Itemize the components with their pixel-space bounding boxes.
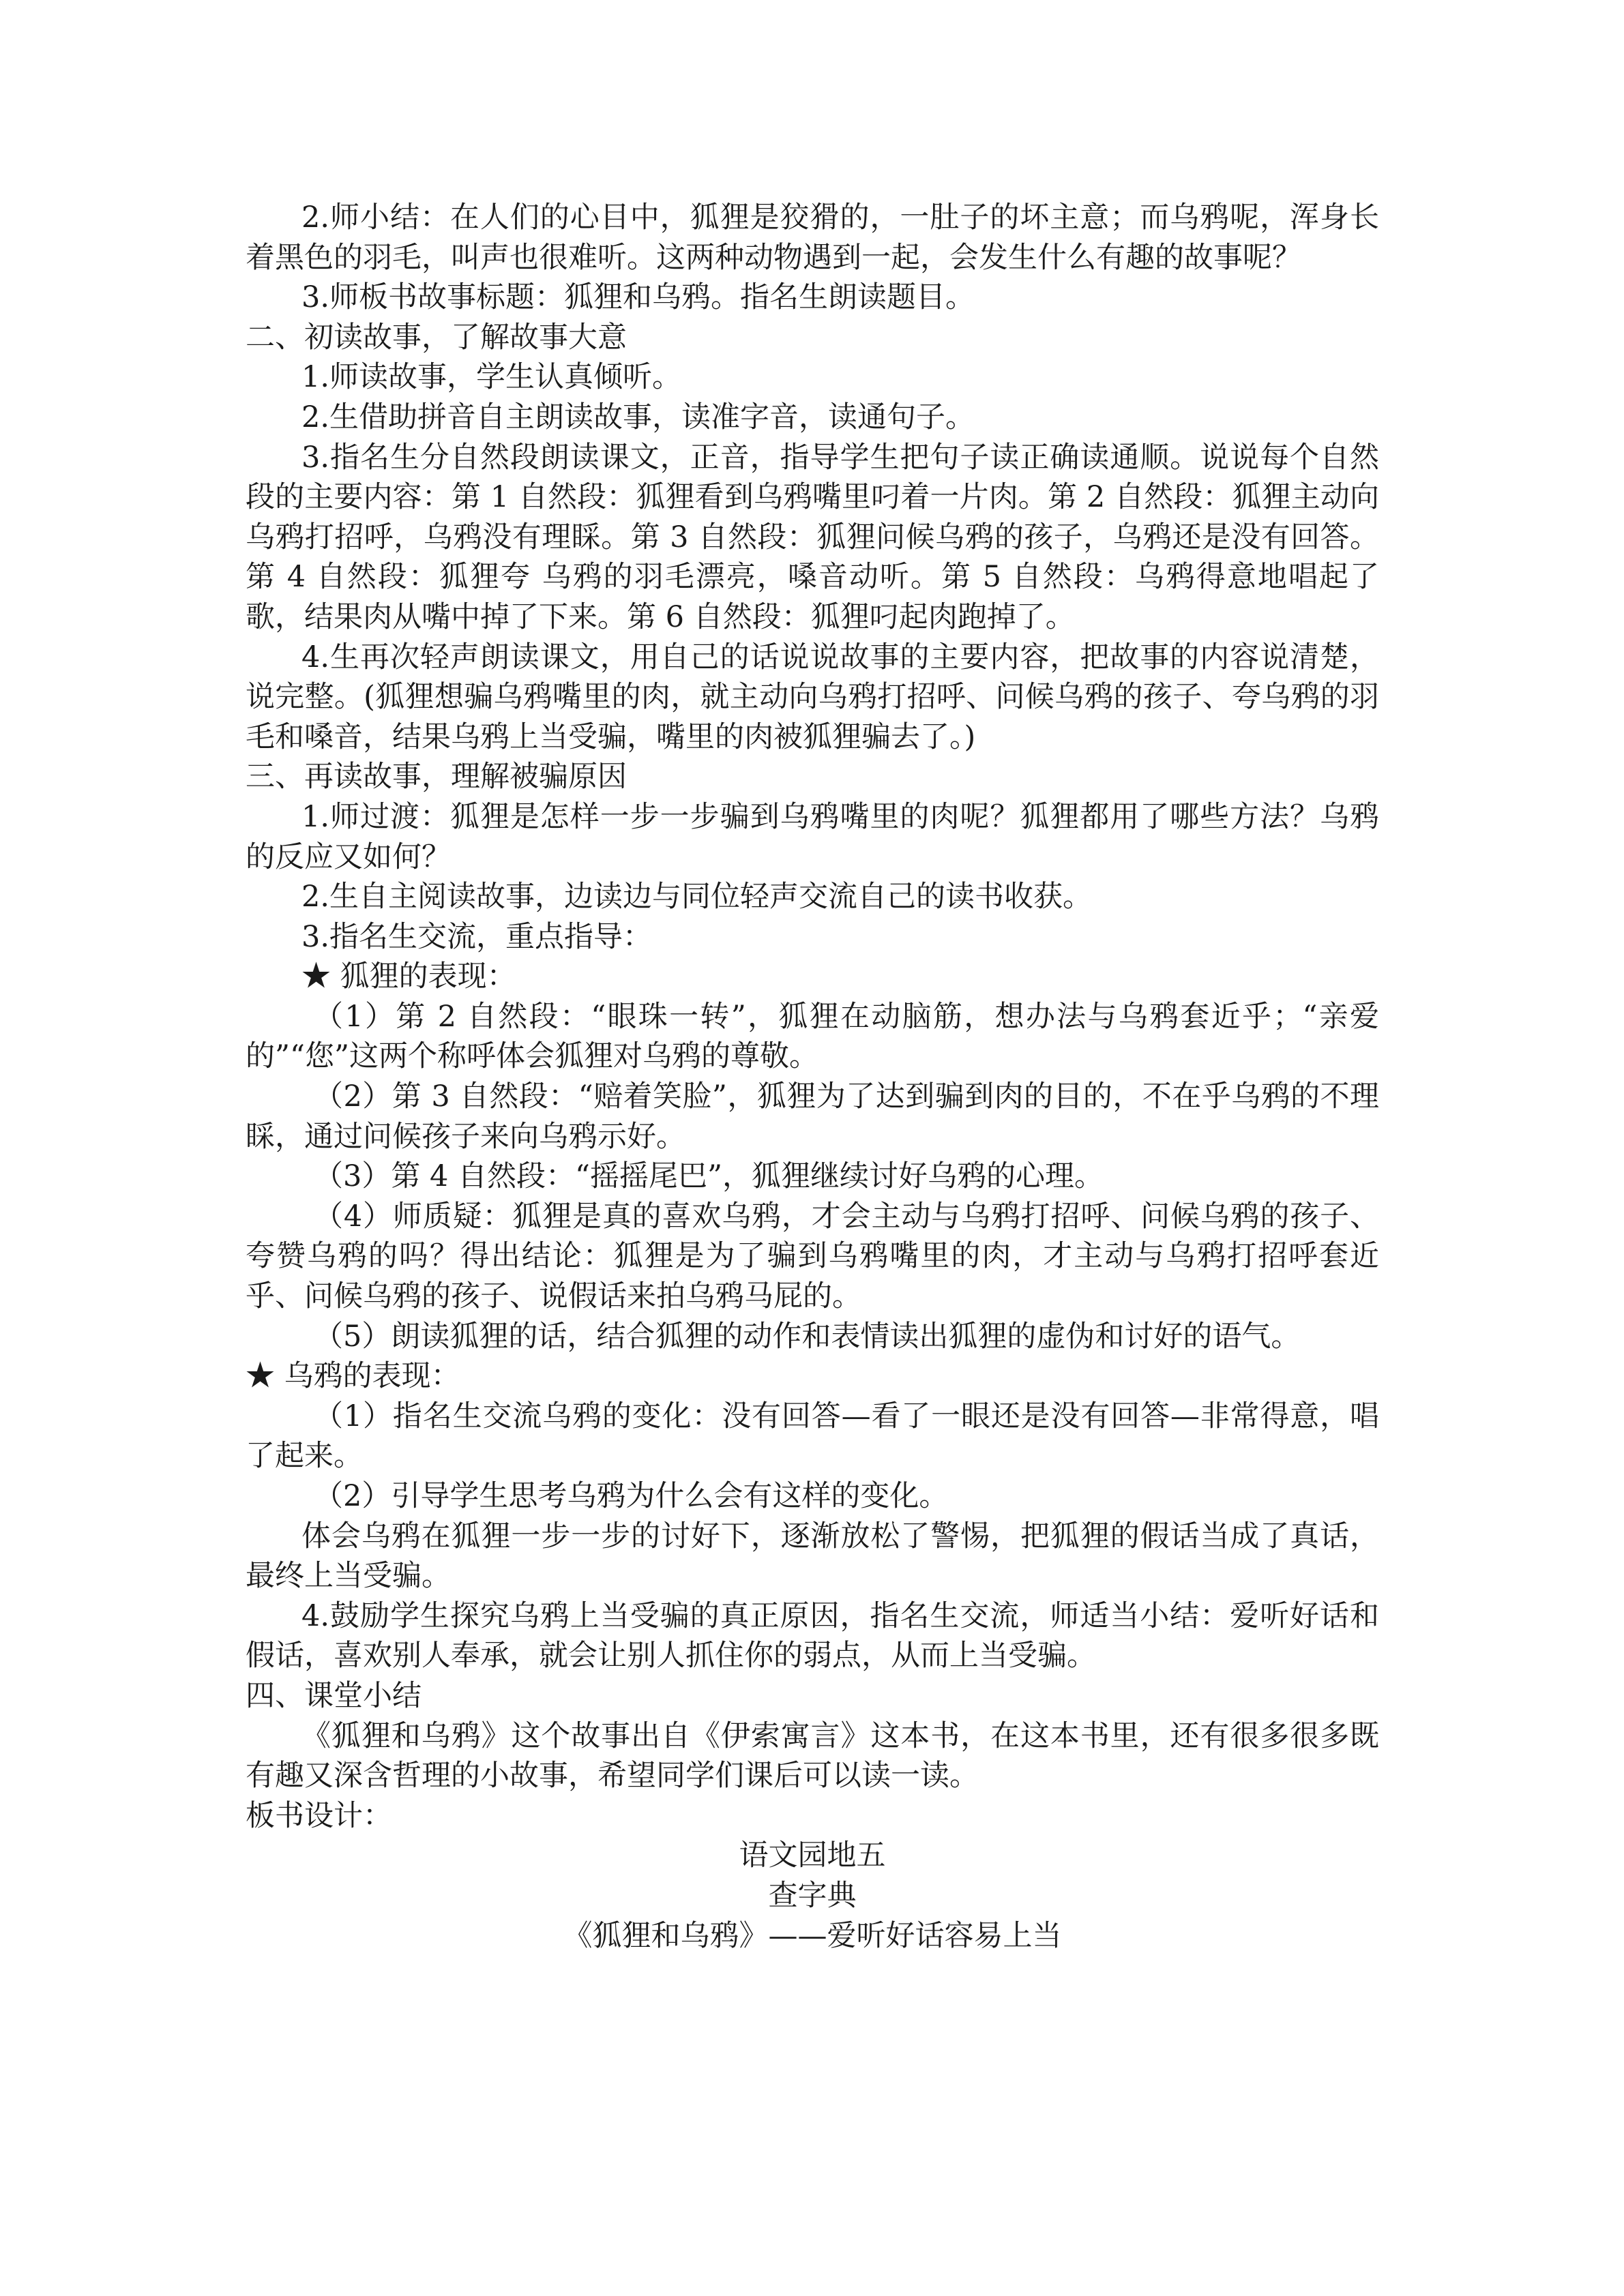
section-heading-2: 二、初读故事，了解故事大意 [246,320,627,355]
list-item-fox-5: （5）朗读狐狸的话，结合狐狸的动作和表情读出狐狸的虚伪和讨好的语气。 [314,1319,1301,1354]
list-item-fox-2: （2）第 3 自然段：“赔着笑脸”，狐狸为了达到骗到肉的目的，不在乎乌鸦的不理睬，通过问候孩子来向乌鸦示好。 [246,1079,1379,1154]
section-heading-3: 三、再读故事，理解被骗原因 [246,760,627,794]
paragraph-teacher-reads: 1.师读故事，学生认真倾听。 [301,360,682,395]
paragraph-teacher-summary: 2.师小结：在人们的心目中，狐狸是狡猾的，一肚子的坏主意；而乌鸦呢，浑身长着黑色的羽毛，叫声也很难听。这两种动物遇到一起，会发生什么有趣的故事呢？ [246,200,1379,275]
list-item-fox-4: （4）师质疑：狐狸是真的喜欢乌鸦，才会主动与乌鸦打招呼、问候乌鸦的孩子、夸赞乌鸦的吗？得出结论：狐狸是为了骗到乌鸦嘴里的肉，才主动与乌鸦打招呼套近乎、问候乌鸦的孩子、说假话来拍乌鸦马屁的。 [246,1199,1379,1314]
board-design [246,1836,1379,1956]
paragraph-retell: 4.生再次轻声朗读课文，用自己的话说说故事的主要内容，把故事的内容说清楚，说完整。(狐狸想骗乌鸦嘴里的肉，就主动向乌鸦打招呼、问候乌鸦的孩子、夸乌鸦的羽毛和嗓音，结果乌鸦上当受骗，嘴里的肉被狐狸骗去了。) [246,640,1379,754]
board-line-3: 《狐狸和乌鸦》——爱听好话容易上当 [563,1918,1062,1953]
paragraph-pinyin-reading: 2.生借助拼音自主朗读故事，读准字音，读通句子。 [301,400,975,434]
paragraph-guidance: 3.指名生交流，重点指导： [301,919,653,954]
list-item-crow-2: （2）引导学生思考乌鸦为什么会有这样的变化。 [314,1479,949,1513]
list-item-fox-1: （1）第 2 自然段：“眼珠一转”，狐狸在动脑筋，想办法与乌鸦套近乎；“亲爱的”“您”这两个称呼体会狐狸对乌鸦的尊敬。 [246,999,1379,1074]
paragraph-class-summary: 《狐狸和乌鸦》这个故事出自《伊索寓言》这本书，在这本书里，还有很多很多既有趣又深含哲理的小故事，希望同学们课后可以读一读。 [246,1718,1379,1793]
paragraph-paragraph-reading: 3.指名生分自然段朗读课文，正音，指导学生把句子读正确读通顺。说说每个自然段的主要内容：第 1 自然段：狐狸看到乌鸦嘴里叼着一片肉。第 2 自然段：狐狸主动向乌鸦打招呼，乌鸦没有理睬。第 3 自然段：狐狸问候乌鸦的孩子，乌鸦还是没有回答。第 4 自然段：狐狸夸 乌鸦的羽毛漂亮，嗓音动听。第 5 自然段：乌鸦得意地唱起了歌，结果肉从嘴中掉了下来。第 6 自然段：狐狸叼起肉跑掉了。 [246,440,1379,634]
paragraph-title-writing: 3.师板书故事标题：狐狸和乌鸦。指名生朗读题目。 [301,280,975,315]
section-heading-4: 四、课堂小结 [246,1678,422,1713]
list-item-crow-1: （1）指名生交流乌鸦的变化：没有回答—看了一眼还是没有回答—非常得意，唱了起来。 [246,1399,1379,1474]
paragraph-explore-reason: 4.鼓励学生探究乌鸦上当受骗的真正原因，指名生交流，师适当小结：爱听好话和假话，喜欢别人奉承，就会让别人抓住你的弱点，从而上当受骗。 [246,1598,1379,1673]
board-line-2: 查字典 [768,1878,857,1913]
paragraph-transition: 1.师过渡：狐狸是怎样一步一步骗到乌鸦嘴里的肉呢？狐狸都用了哪些方法？乌鸦的反应又如何？ [246,799,1379,874]
document-page [246,198,1379,1956]
subheading-crow: ★ 乌鸦的表现： [246,1359,460,1394]
board-line-1: 语文园地五 [739,1838,886,1873]
list-item-fox-3: （3）第 4 自然段：“摇摇尾巴”，狐狸继续讨好乌鸦的心理。 [314,1159,1104,1194]
paragraph-self-reading: 2.生自主阅读故事，边读边与同位轻声交流自己的读书收获。 [301,880,1093,914]
subheading-fox: ★ 狐狸的表现： [301,959,516,994]
board-design-label: 板书设计： [246,1798,392,1833]
paragraph-crow-understanding: 体会乌鸦在狐狸一步一步的讨好下，逐渐放松了警惕，把狐狸的假话当成了真话，最终上当受骗。 [246,1519,1379,1594]
